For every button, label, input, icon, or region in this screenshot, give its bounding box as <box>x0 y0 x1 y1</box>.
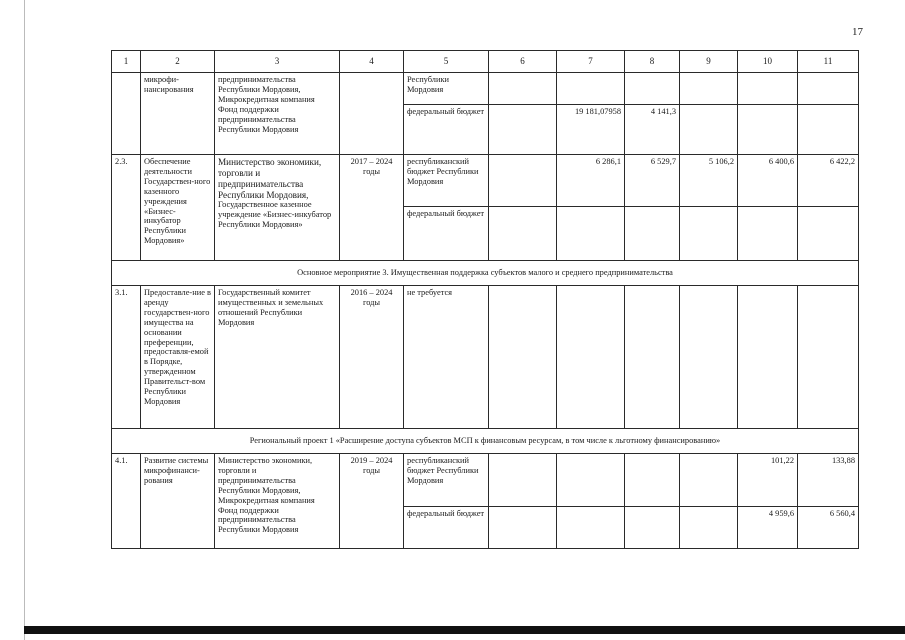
cell-source: не требуется <box>404 286 489 429</box>
cell-measure: микрофи- нансирования <box>141 73 215 155</box>
cell-value <box>625 286 680 429</box>
cell-years: 2019 – 2024 годы <box>340 454 404 549</box>
cell-value: 6 400,6 <box>738 155 798 207</box>
cell-measure: Предоставле-ние в аренду государствен-ного имущества на основании преференции, предоставля-емой в Порядке, утвержденном Правительст-вом Республики Мордовия <box>141 286 215 429</box>
cell-source: Республики Мордовия <box>404 73 489 105</box>
executor-line: Министерство экономики, торговли и предпринимательства Республики Мордовия, <box>218 157 322 200</box>
section-title-row <box>112 261 859 286</box>
cell-value <box>557 454 625 507</box>
cell-value: 4 141,3 <box>625 105 680 155</box>
cell-num: 3.1. <box>112 286 141 429</box>
cell-value <box>625 454 680 507</box>
cell-value: 101,22 <box>738 454 798 507</box>
cell-value <box>680 105 738 155</box>
column-header: 6 <box>489 51 557 73</box>
cell-num <box>112 73 141 155</box>
column-header: 11 <box>798 51 859 73</box>
cell-value <box>625 507 680 549</box>
cell-value: 6 560,4 <box>798 507 859 549</box>
cell-source: федеральный бюджет <box>404 207 489 261</box>
cell-value <box>738 105 798 155</box>
cell-value: 6 529,7 <box>625 155 680 207</box>
column-header: 7 <box>557 51 625 73</box>
scan-bottom-border <box>24 626 905 634</box>
cell-source: федеральный бюджет <box>404 507 489 549</box>
cell-value <box>557 507 625 549</box>
cell-num: 4.1. <box>112 454 141 549</box>
cell-executor: Министерство экономики, торговли и предпринимательства Республики Мордовия, Микрокредитная компания Фонд поддержки предпринимательства Республики Мордовия <box>215 454 340 549</box>
cell-value <box>680 454 738 507</box>
cell-value <box>625 73 680 105</box>
cell-executor <box>215 155 340 261</box>
table-row <box>112 73 859 105</box>
section-title: Региональный проект 1 «Расширение доступа субъектов МСП к финансовым ресурсам, в том числе к льготному финансированию» <box>112 429 859 454</box>
table-row <box>112 286 859 429</box>
cell-value <box>557 286 625 429</box>
cell-value: 6 286,1 <box>557 155 625 207</box>
cell-value <box>489 286 557 429</box>
cell-value <box>738 286 798 429</box>
cell-years <box>340 73 404 155</box>
scan-left-edge <box>24 0 25 640</box>
column-header: 4 <box>340 51 404 73</box>
column-header: 2 <box>141 51 215 73</box>
cell-years: 2016 – 2024 годы <box>340 286 404 429</box>
cell-value <box>557 73 625 105</box>
cell-value <box>680 507 738 549</box>
cell-value <box>489 73 557 105</box>
cell-value <box>798 286 859 429</box>
cell-years: 2017 – 2024 годы <box>340 155 404 261</box>
cell-measure: Обеспечение деятельности Государствен-ного казенного учреждения «Бизнес-инкубатор Республики Мордовия» <box>141 155 215 261</box>
cell-measure: Развитие системы микрофинанси-рования <box>141 454 215 549</box>
executor-line: Государственное казенное учреждение «Бизнес-инкубатор Республики Мордовия» <box>218 200 332 230</box>
cell-value: 133,88 <box>798 454 859 507</box>
cell-value <box>489 454 557 507</box>
column-header: 9 <box>680 51 738 73</box>
cell-value <box>680 73 738 105</box>
cell-source: федеральный бюджет <box>404 105 489 155</box>
cell-value <box>798 73 859 105</box>
cell-value: 19 181,07958 <box>557 105 625 155</box>
cell-value <box>798 105 859 155</box>
table-row <box>112 155 859 207</box>
cell-value: 4 959,6 <box>738 507 798 549</box>
cell-value <box>489 207 557 261</box>
cell-value <box>489 507 557 549</box>
cell-num: 2.3. <box>112 155 141 261</box>
cell-value <box>738 73 798 105</box>
cell-source: республиканский бюджет Республики Мордовия <box>404 454 489 507</box>
cell-value <box>557 207 625 261</box>
section-title: Основное мероприятие 3. Имущественная поддержка субъектов малого и среднего предпринимательства <box>112 261 859 286</box>
cell-value: 5 106,2 <box>680 155 738 207</box>
column-header: 3 <box>215 51 340 73</box>
column-header: 10 <box>738 51 798 73</box>
cell-value <box>680 207 738 261</box>
cell-executor: Государственный комитет имущественных и земельных отношений Республики Мордовия <box>215 286 340 429</box>
cell-executor: предпринимательства Республики Мордовия, Микрокредитная компания Фонд поддержки предпринимательства Республики Мордовия <box>215 73 340 155</box>
cell-value <box>798 207 859 261</box>
column-header: 5 <box>404 51 489 73</box>
program-table <box>111 50 859 549</box>
cell-value <box>489 155 557 207</box>
section-title-row <box>112 429 859 454</box>
column-header: 8 <box>625 51 680 73</box>
column-number-row <box>112 51 859 73</box>
cell-value <box>625 207 680 261</box>
cell-source: республиканский бюджет Республики Мордовия <box>404 155 489 207</box>
cell-value <box>489 105 557 155</box>
table-row <box>112 454 859 507</box>
cell-value <box>680 286 738 429</box>
page-number: 17 <box>852 26 863 38</box>
column-header: 1 <box>112 51 141 73</box>
cell-value <box>738 207 798 261</box>
cell-value: 6 422,2 <box>798 155 859 207</box>
